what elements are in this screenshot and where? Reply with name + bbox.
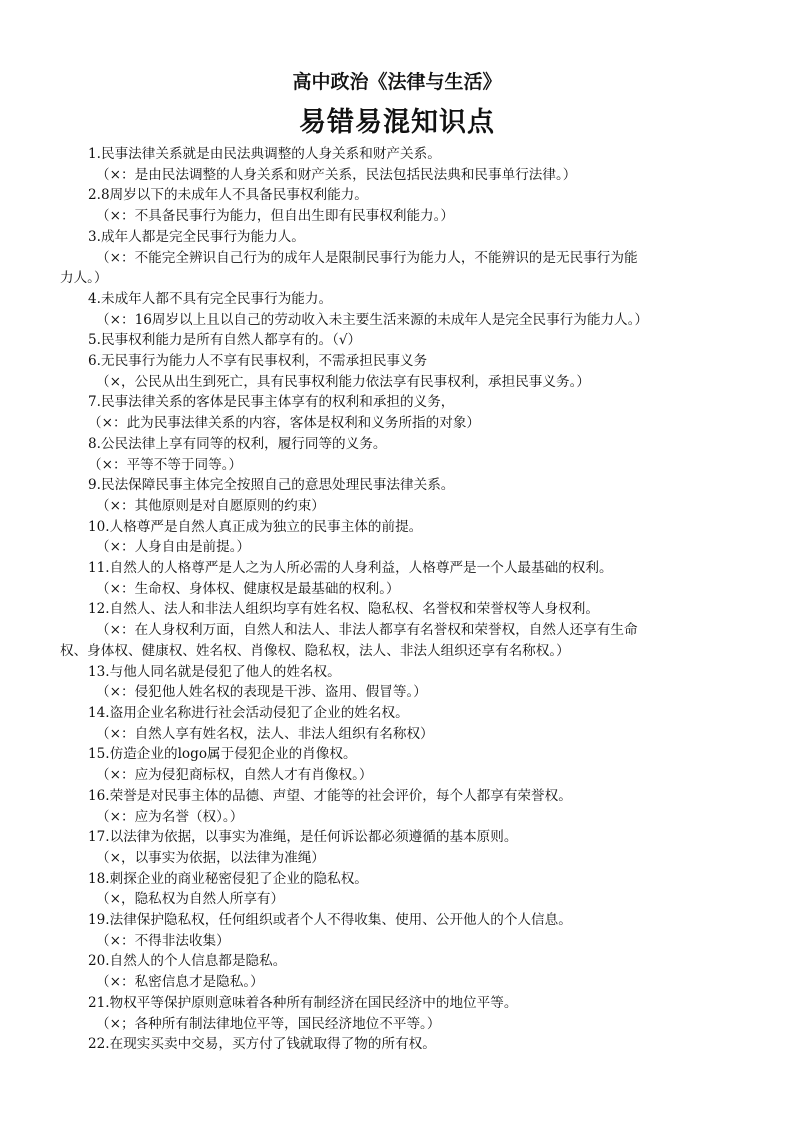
- text-line: 11.自然人的人格尊严是人之为人所必需的人身利益，人格尊严是一个人最基础的权利。: [88, 560, 613, 577]
- text-line: （×：是由民法调整的人身关系和财产关系，民法包括民法典和民事单行法律。）: [96, 166, 577, 183]
- text-line: 权、身体权、健康权、姓名权、肖像权、隐私权，法人、非法人组织还享有名称权。）: [60, 642, 570, 659]
- text-line: 12.自然人、法人和非法人组织均享有姓名权、隐私权、名誉权和荣誉权等人身权利。: [88, 601, 599, 618]
- text-line: （×；各种所有制法律地位平等，国民经济地位不平等。）: [96, 1015, 441, 1032]
- text-line: （×：应为侵犯商标权，自然人才有肖像权。）: [96, 767, 373, 784]
- text-line: （×：侵犯他人姓名权的表现是干涉、盗用、假冒等。）: [96, 684, 427, 701]
- text-line: （×：平等不等于同等。）: [88, 456, 243, 473]
- text-line: 7.民事法律关系的客体是民事主体享有的权利和承担的义务，: [88, 394, 455, 411]
- text-line: （×：此为民事法律关系的内容，客体是权利和义务所指的对象）: [88, 415, 481, 432]
- text-line: 13.与他人同名就是侵犯了他人的姓名权。: [88, 663, 341, 680]
- document-body: [60, 144, 740, 1055]
- document-title: 高中政治《法律与生活》: [292, 71, 502, 93]
- text-line: 8.公民法律上享有同等的权利，履行同等的义务。: [88, 435, 387, 452]
- text-line: （×，隐私权为自然人所享有）: [96, 891, 285, 908]
- text-line: 21.物权平等保护原则意味着各种所有制经济在国民经济中的地位平等。: [88, 994, 518, 1011]
- text-line: （×：不具备民事行为能力，但自出生即有民事权利能力。）: [96, 208, 455, 225]
- text-line: 1.民事法律关系就是由民法典调整的人身关系和财产关系。: [88, 146, 441, 162]
- text-line: 10.人格尊严是自然人真正成为独立的民事主体的前提。: [88, 518, 423, 535]
- text-line: （×：生命权、身体权、健康权是最基础的权利。）: [96, 580, 400, 597]
- text-line: 4.未成年人都不具有完全民事行为能力。: [88, 290, 333, 307]
- text-line: 5.民事权利能力是所有自然人都享有的。（√）: [88, 332, 362, 349]
- text-line: （×：应为名誉（权）。）: [96, 808, 244, 825]
- text-line: （×：私密信息才是隐私。）: [96, 974, 264, 991]
- text-line: （×：自然人享有姓名权，法人、非法人组织有名称权）: [96, 725, 434, 742]
- text-line: 2.8周岁以下的未成年人不具备民事权利能力。: [88, 187, 368, 204]
- text-line: （×：不得非法收集）: [96, 932, 230, 949]
- text-line: 力人。）: [60, 270, 108, 287]
- text-line: 3.成年人都是完全民事行为能力人。: [88, 228, 305, 245]
- text-line: 6.无民事行为能力人不享有民事权利，不需承担民事义务: [88, 353, 428, 370]
- text-line: 15.仿造企业的logo属于侵犯企业的肖像权。: [88, 746, 357, 763]
- text-line: 14.盗用企业名称进行社会活动侵犯了企业的姓名权。: [88, 704, 409, 721]
- text-line: 20.自然人的个人信息都是隐私。: [88, 953, 287, 970]
- text-line: 9.民法保障民事主体完全按照自己的意思处理民事法律关系。: [88, 477, 455, 494]
- text-line: 16.荣誉是对民事主体的品德、声望、才能等的社会评价，每个人都享有荣誉权。: [88, 787, 572, 804]
- text-line: （×：不能完全辨识自己行为的成年人是限制民事行为能力人，不能辨识的是无民事行为能: [96, 249, 638, 266]
- text-line: （×，以事实为依据，以法律为准绳）: [96, 849, 325, 866]
- document-subtitle: 易错易混知识点: [299, 107, 495, 138]
- text-line: 17.以法律为依据，以事实为准绳，是任何诉讼都必须遵循的基本原则。: [88, 829, 518, 846]
- text-line: （×，公民从出生到死亡，具有民事权利能力依法享有民事权利，承担民事义务。）: [96, 373, 590, 390]
- text-line: （×：在人身权利万面，自然人和法人、非法人都享有名誉权和荣誉权，自然人还享有生命: [96, 622, 638, 639]
- text-line: （×：16周岁以上且以自己的劳动收入未主要生活来源的未成年人是完全民事行为能力人。）: [96, 311, 649, 328]
- text-line: （×：人身自由是前提。）: [96, 539, 251, 556]
- text-line: 22.在现实买卖中交易，买方付了钱就取得了物的所有权。: [88, 1036, 436, 1053]
- text-line: 18.刺探企业的商业秘密侵犯了企业的隐私权。: [88, 870, 368, 887]
- text-line: （×：其他原则是对自愿原则的约束）: [96, 497, 325, 514]
- text-line: 19.法律保护隐私权，任何组织或者个人不得收集、使用、公开他人的个人信息。: [88, 912, 572, 929]
